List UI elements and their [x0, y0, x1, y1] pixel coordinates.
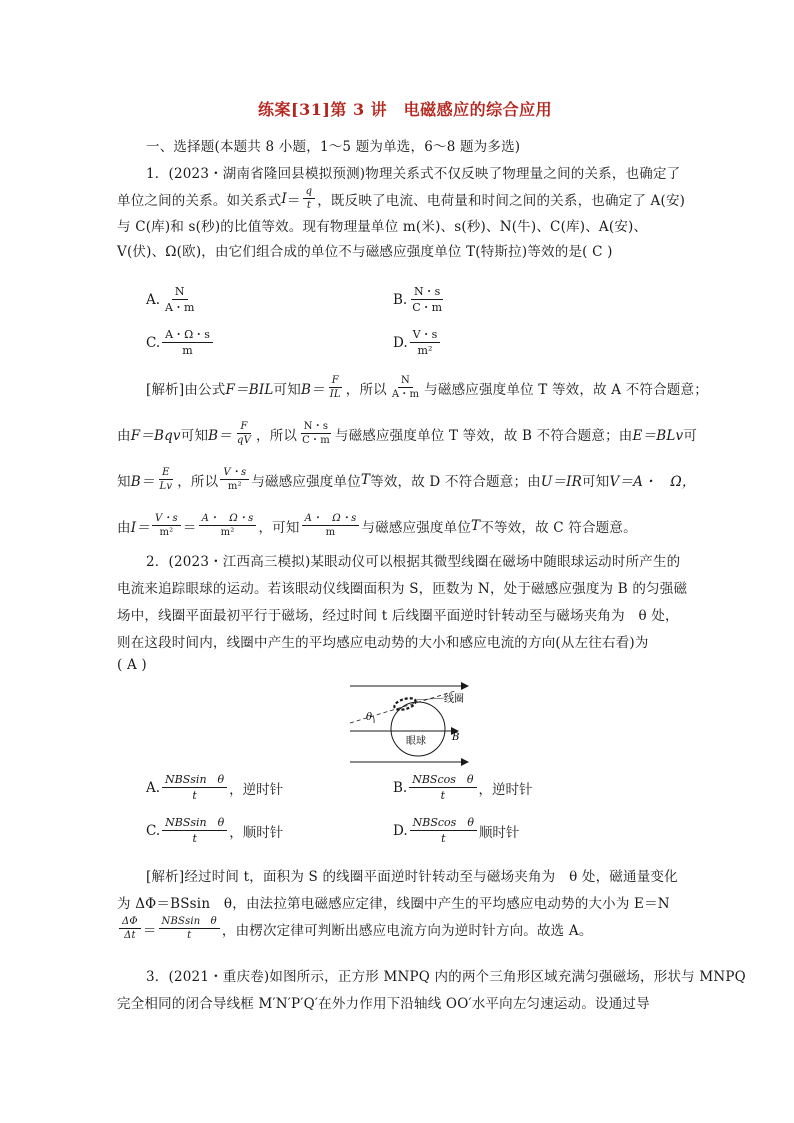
field-label: B: [452, 732, 460, 743]
page-title: 练案[31]第 3 讲 电磁感应的综合应用: [258, 100, 553, 119]
q2-line3: 场中，线圈平面最初平行于磁场，经过时间 t 后线圈平面逆时针转动至与磁场夹角为 θ 处，: [117, 608, 679, 624]
option-fraction: [162, 773, 227, 802]
q1-option-b[interactable]: [393, 285, 447, 314]
formula: I＝: [130, 519, 150, 536]
fraction-denominator: qV: [237, 435, 252, 446]
analysis-text: 与磁感应强度单位 T 等效，故 B 不符合题意；由: [334, 427, 633, 444]
fraction: [152, 513, 181, 538]
q2-line2: 电流来追踪眼球的运动。若该眼动仪线圈面积为 S，匝数为 N，处于磁感应强度为 B 的匀强磁: [117, 581, 688, 597]
fraction: [199, 513, 257, 538]
fraction-numerator: V・s: [220, 467, 249, 480]
q2-option-a[interactable]: [146, 773, 283, 802]
fraction-numerator: E: [159, 467, 173, 480]
fraction: [119, 916, 141, 941]
fraction: [220, 467, 249, 492]
formula: T: [360, 471, 371, 488]
q1-line2-var-i: I: [281, 190, 287, 207]
option-fraction: [410, 816, 477, 845]
fraction: [302, 513, 360, 538]
fraction: [234, 421, 254, 446]
option-fraction: [162, 816, 227, 845]
fraction-numerator: F: [237, 421, 250, 434]
section-header: 一、选择题(本题共 8 小题，1～5 题为单选，6～8 题为多选): [146, 139, 521, 155]
q2-analysis-line3: [117, 916, 593, 941]
eye-label: 眼球: [406, 736, 426, 747]
analysis-text: ＝: [142, 922, 157, 939]
option-label: A.: [146, 291, 161, 308]
option-label: B.: [393, 291, 408, 308]
analysis-text: 等效，故 D 不符合题意；由: [370, 473, 541, 490]
analysis-text: ，由楞次定律可判断出感应电流方向为逆时针方向。故选 A。: [221, 922, 593, 939]
analysis-text: 由: [117, 519, 131, 536]
q3-line1: 3．(2021・重庆卷)如图所示，正方形 MNPQ 内的两个三角形区域充满匀强磁场，形状与 MNPQ: [146, 969, 746, 985]
option-label: D.: [393, 334, 408, 351]
q1-line2: [117, 186, 685, 211]
option-tail: 顺时针: [478, 824, 520, 841]
option-label: C.: [146, 334, 161, 351]
fraction: [299, 421, 333, 446]
q1-line2-text-b: ，既反映了电流、电荷量和时间之间的关系，也确定了 A(安): [317, 192, 686, 209]
fraction-denominator: Lv: [159, 481, 173, 492]
fraction-denominator: t: [192, 789, 197, 802]
q1-option-a[interactable]: [146, 285, 199, 314]
q2-option-c[interactable]: [146, 816, 283, 845]
q2-answer: ( A ): [117, 657, 147, 673]
fraction: [327, 375, 344, 400]
option-tail: ，逆时针: [229, 781, 284, 798]
q1-analysis-line4: [117, 513, 637, 538]
q2-option-d[interactable]: [393, 816, 519, 845]
analysis-text: 可: [683, 427, 698, 444]
fraction-numerator: N・s: [301, 421, 331, 434]
option-fraction: [410, 328, 441, 357]
fraction-denominator: IL: [329, 389, 341, 400]
fraction-denominator: t: [441, 832, 446, 845]
fraction-denominator: m²: [227, 481, 242, 492]
option-label: B.: [393, 779, 408, 796]
option-tail: ，逆时针: [478, 781, 533, 798]
fraction-numerator: NBSsin θ: [162, 773, 227, 788]
fraction-numerator: A・ Ω・s: [302, 513, 360, 526]
q2-option-b[interactable]: [393, 773, 533, 802]
q1-line4: V(伏)、Ω(欧)，由它们组合成的单位不与磁感应强度单位 T(特斯拉)等效的是( C ): [117, 244, 613, 260]
coil-label-leader: [415, 698, 444, 700]
q1-analysis-line2: [117, 421, 697, 446]
analysis-text: 知: [117, 473, 131, 490]
q1-line1: 1．(2023・湖南省隆回县模拟预测)物理关系式不仅反映了物理量之间的关系，也确定了: [146, 166, 681, 182]
fraction-numerator: N・s: [411, 285, 443, 300]
fraction-denominator: m²: [220, 527, 235, 538]
analysis-text: [解析]由公式: [146, 381, 226, 398]
fraction-denominator: C・m: [302, 435, 330, 446]
q1-analysis-line3: [117, 467, 696, 492]
analysis-text: 与磁感应强度单位: [251, 473, 361, 490]
analysis-text: 不等效，故 C 符合题意。: [480, 519, 637, 536]
coil-label: 线圈: [444, 694, 464, 705]
q2-analysis-line1: [解析]经过时间 t，面积为 S 的线圈平面逆时针转动至与磁场夹角为 θ 处，磁通量变化: [146, 869, 678, 885]
q1-line3: 与 C(库)和 s(秒)的比值等效。现有物理量单位 m(米)、s(秒)、N(牛)、C(库)、A(安)、: [117, 219, 648, 235]
formula: B＝: [300, 381, 325, 398]
angle-arc: [373, 716, 374, 723]
fraction-numerator: A・ Ω・s: [199, 513, 257, 526]
option-fraction: [409, 773, 476, 802]
fraction-denominator: t: [187, 930, 192, 941]
q1-option-d[interactable]: [393, 328, 442, 357]
formula: T: [471, 517, 481, 534]
q2-analysis-line2: 为 ΔΦ＝BSsin θ，由法拉第电磁感应定律，线圈中产生的平均感应电动势的大小为 E＝N: [117, 896, 670, 912]
option-label: C.: [146, 822, 161, 839]
formula: B＝: [130, 473, 155, 490]
formula: U＝IR: [540, 473, 583, 490]
fraction-denominator: m: [182, 344, 193, 357]
fraction-numerator: V・s: [410, 328, 441, 343]
fraction-numerator: NBSsin θ: [162, 816, 227, 831]
fraction-denominator: m: [325, 527, 336, 538]
option-label: D.: [393, 822, 408, 839]
fraction: [159, 916, 220, 941]
analysis-text: ＝: [182, 519, 197, 536]
analysis-text: 可知: [582, 473, 610, 490]
analysis-text: 与磁感应强度单位: [361, 519, 472, 536]
fraction-denominator: m²: [417, 344, 433, 357]
option-fraction: [409, 285, 445, 314]
fraction-denominator: A・m: [391, 389, 420, 400]
fraction-numerator: F: [329, 375, 342, 388]
fraction-numerator: A・Ω・s: [162, 328, 213, 343]
q1-line2-eq: ＝: [286, 192, 301, 209]
fraction-denominator: Δt: [124, 930, 136, 941]
fraction: [389, 375, 422, 400]
analysis-text: 可知: [180, 427, 209, 444]
fraction-numerator: NBSsin θ: [159, 916, 220, 929]
analysis-text: 与磁感应强度单位 T 等效，故 A 不符合题意；: [424, 381, 708, 398]
option-label: A.: [146, 779, 161, 796]
analysis-text: 由: [117, 427, 131, 444]
formula: B＝: [208, 427, 232, 444]
analysis-text: ，所以: [256, 427, 298, 444]
fraction-denominator: m²: [159, 527, 174, 538]
eye-coil-figure: [340, 678, 480, 773]
option-fraction: [162, 328, 213, 357]
analysis-text: ，所以: [345, 381, 387, 398]
fraction-denominator: t: [306, 200, 312, 211]
fraction-denominator: A・m: [165, 301, 195, 314]
q2-line1: 2．(2023・江西高三模拟)某眼动仪可以根据其微型线圈在磁场中随眼球运动时所产生的: [146, 554, 681, 570]
q2-line4: 则在这段时间内，线圈中产生的平均感应电动势的大小和感应电流的方向(从左往右看)为: [117, 635, 649, 651]
option-tail: ，顺时针: [229, 824, 284, 841]
option-fraction: [162, 285, 197, 314]
formula: F＝BIL: [225, 381, 274, 398]
fraction-denominator: t: [192, 832, 197, 845]
fraction-numerator: ΔΦ: [119, 916, 141, 929]
fraction: [157, 467, 176, 492]
analysis-text: ，可知: [258, 519, 300, 536]
q1-line2-text-a: 单位之间的关系。如关系式: [117, 192, 282, 209]
formula: V＝A・ Ω，: [609, 473, 696, 490]
q1-option-c[interactable]: [146, 328, 215, 357]
formula: E＝BLv: [632, 427, 684, 444]
angle-label: θ: [366, 712, 373, 723]
fraction-numerator: N: [398, 375, 413, 388]
fraction-numerator: NBScos θ: [410, 816, 477, 831]
fraction-denominator: t: [440, 789, 446, 802]
analysis-text: ，所以: [177, 473, 219, 490]
fraction-numerator: NBScos θ: [409, 773, 476, 788]
fraction-numerator: q: [303, 186, 316, 199]
fraction-numerator: V・s: [152, 513, 181, 526]
fraction-denominator: C・m: [412, 301, 443, 314]
fraction-numerator: N: [172, 285, 188, 300]
q3-line2: 完全相同的闭合导线框 M′N′P′Q′在外力作用下沿轴线 OO′水平向左匀速运动。设通过导: [117, 996, 650, 1012]
q1-line2-fraction: [303, 186, 316, 211]
q1-analysis-line1: [146, 375, 708, 400]
formula: F＝Bqv: [130, 427, 181, 444]
analysis-text: 可知: [273, 381, 301, 398]
